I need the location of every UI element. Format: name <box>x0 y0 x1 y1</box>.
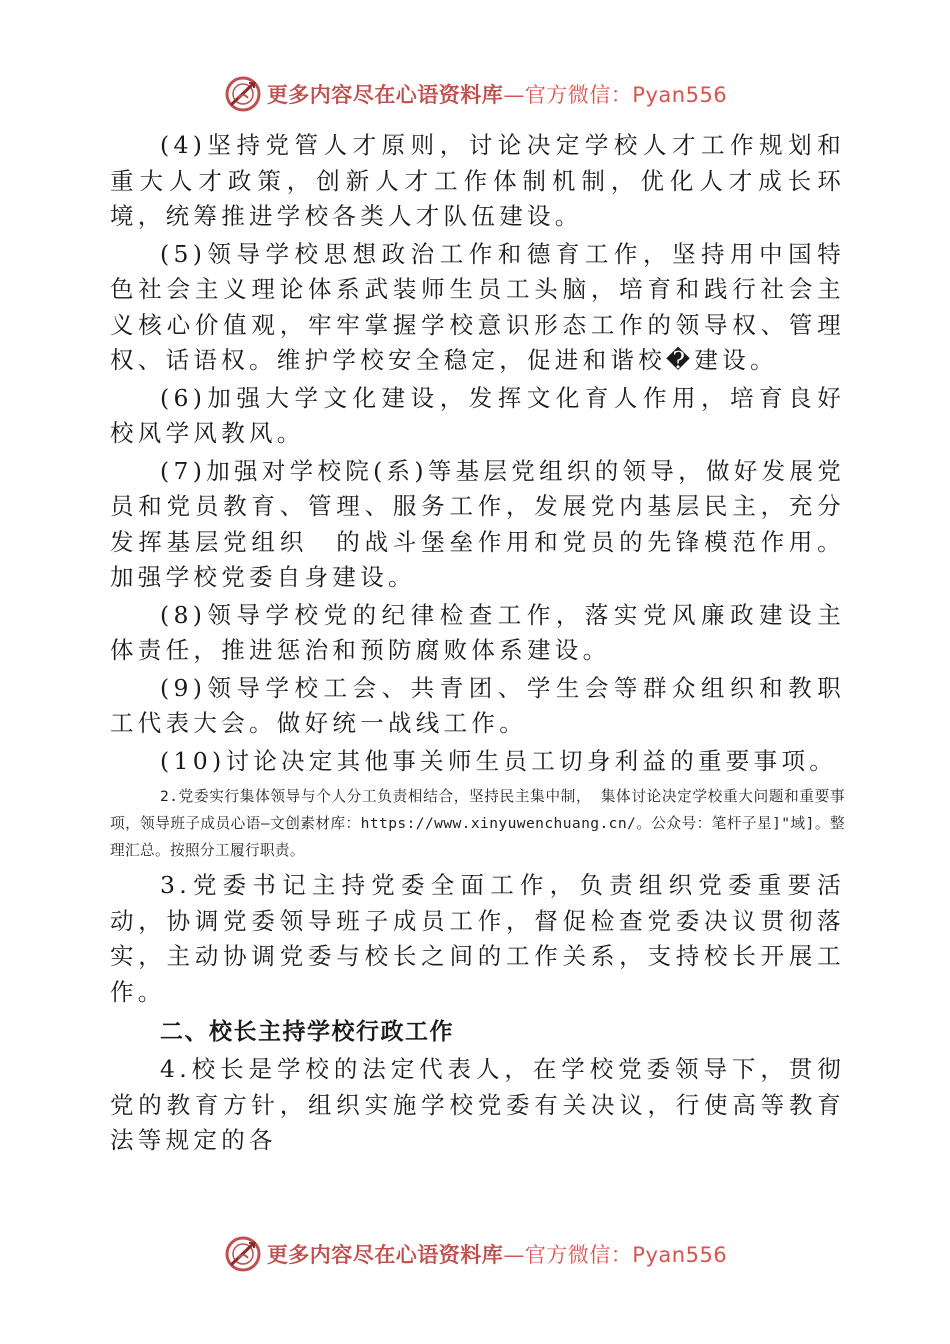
paragraph-article-3: 3.党委书记主持党委全面工作，负责组织党委重要活动，协调党委领导班子成员工作，督促检查党委决议贯彻落实，主动协调党委与校长之间的工作关系，支持校长开展工作。 <box>110 871 845 1006</box>
section-heading: 二、校长主持学校行政工作 <box>160 1019 454 1045</box>
paragraph-item-9: (9)领导学校工会、共青团、学生会等群众组织和教职工代表大会。做好统一战线工作。 <box>110 673 845 737</box>
footer-watermark-banner <box>0 1232 950 1276</box>
header-banner-lead: 更多内容尽在心语资料库 <box>266 83 504 107</box>
brand-logo-icon <box>223 1234 263 1274</box>
paragraph-item-5: (5)领导学校思想政治工作和德育工作，坚持用中国特色社会主义理论体系武装师生员工头脑，培育和践行社会主义核心价值观，牢牢掌握学校意识形态工作的领导权、管理权、话语权。维护学校安全稳定，促进和谐校�建设。 <box>110 239 845 374</box>
paragraph-article-4: 4.校长是学校的法定代表人，在学校党委领导下，贯彻党的教育方针，组织实施学校党委有关决议，行使高等教育法等规定的各 <box>110 1055 845 1154</box>
paragraph-item-8: (8)领导学校党的纪律检查工作，落实党风廉政建设主体责任，推进惩治和预防腐败体系建设。 <box>110 600 845 664</box>
footer-banner-tail: —官方微信：Pyan556 <box>503 1243 728 1267</box>
paragraph-article-2: 2.党委实行集体领导与个人分工负责相结合，坚持民主集中制， 集体讨论决定学校重大问题和重要事项，领导班子成员心语—文创素材库：https://www.xinyuwenchuang.cn/。公众号：笔杆子星]"域]。整理汇总。按照分工履行职责。 <box>110 788 845 859</box>
paragraph-item-10: (10)讨论决定其他事关师生员工切身利益的重要事项。 <box>160 746 838 775</box>
header-banner-text <box>267 79 727 109</box>
paragraph-item-4: (4)坚持党管人才原则，讨论决定学校人才工作规划和重大人才政策，创新人才工作体制机制，优化人才成长环境，统筹推进学校各类人才队伍建设。 <box>110 131 845 230</box>
document-body <box>110 128 845 1159</box>
footer-banner-lead: 更多内容尽在心语资料库 <box>266 1243 504 1267</box>
footer-banner-text <box>267 1239 727 1269</box>
header-banner-tail: —官方微信：Pyan556 <box>503 83 728 107</box>
paragraph-item-7: (7)加强对学校院(系)等基层党组织的领导，做好发展党员和党员教育、管理、服务工作，发展党内基层民主，充分发挥基层党组织 的战斗堡垒作用和党员的先锋模范作用。加强学校党委自身建设。 <box>110 456 845 591</box>
brand-logo-icon <box>223 74 263 114</box>
paragraph-item-6: (6)加强大学文化建设，发挥文化育人作用，培育良好校风学风教风。 <box>110 383 845 447</box>
header-watermark-banner <box>0 72 950 116</box>
